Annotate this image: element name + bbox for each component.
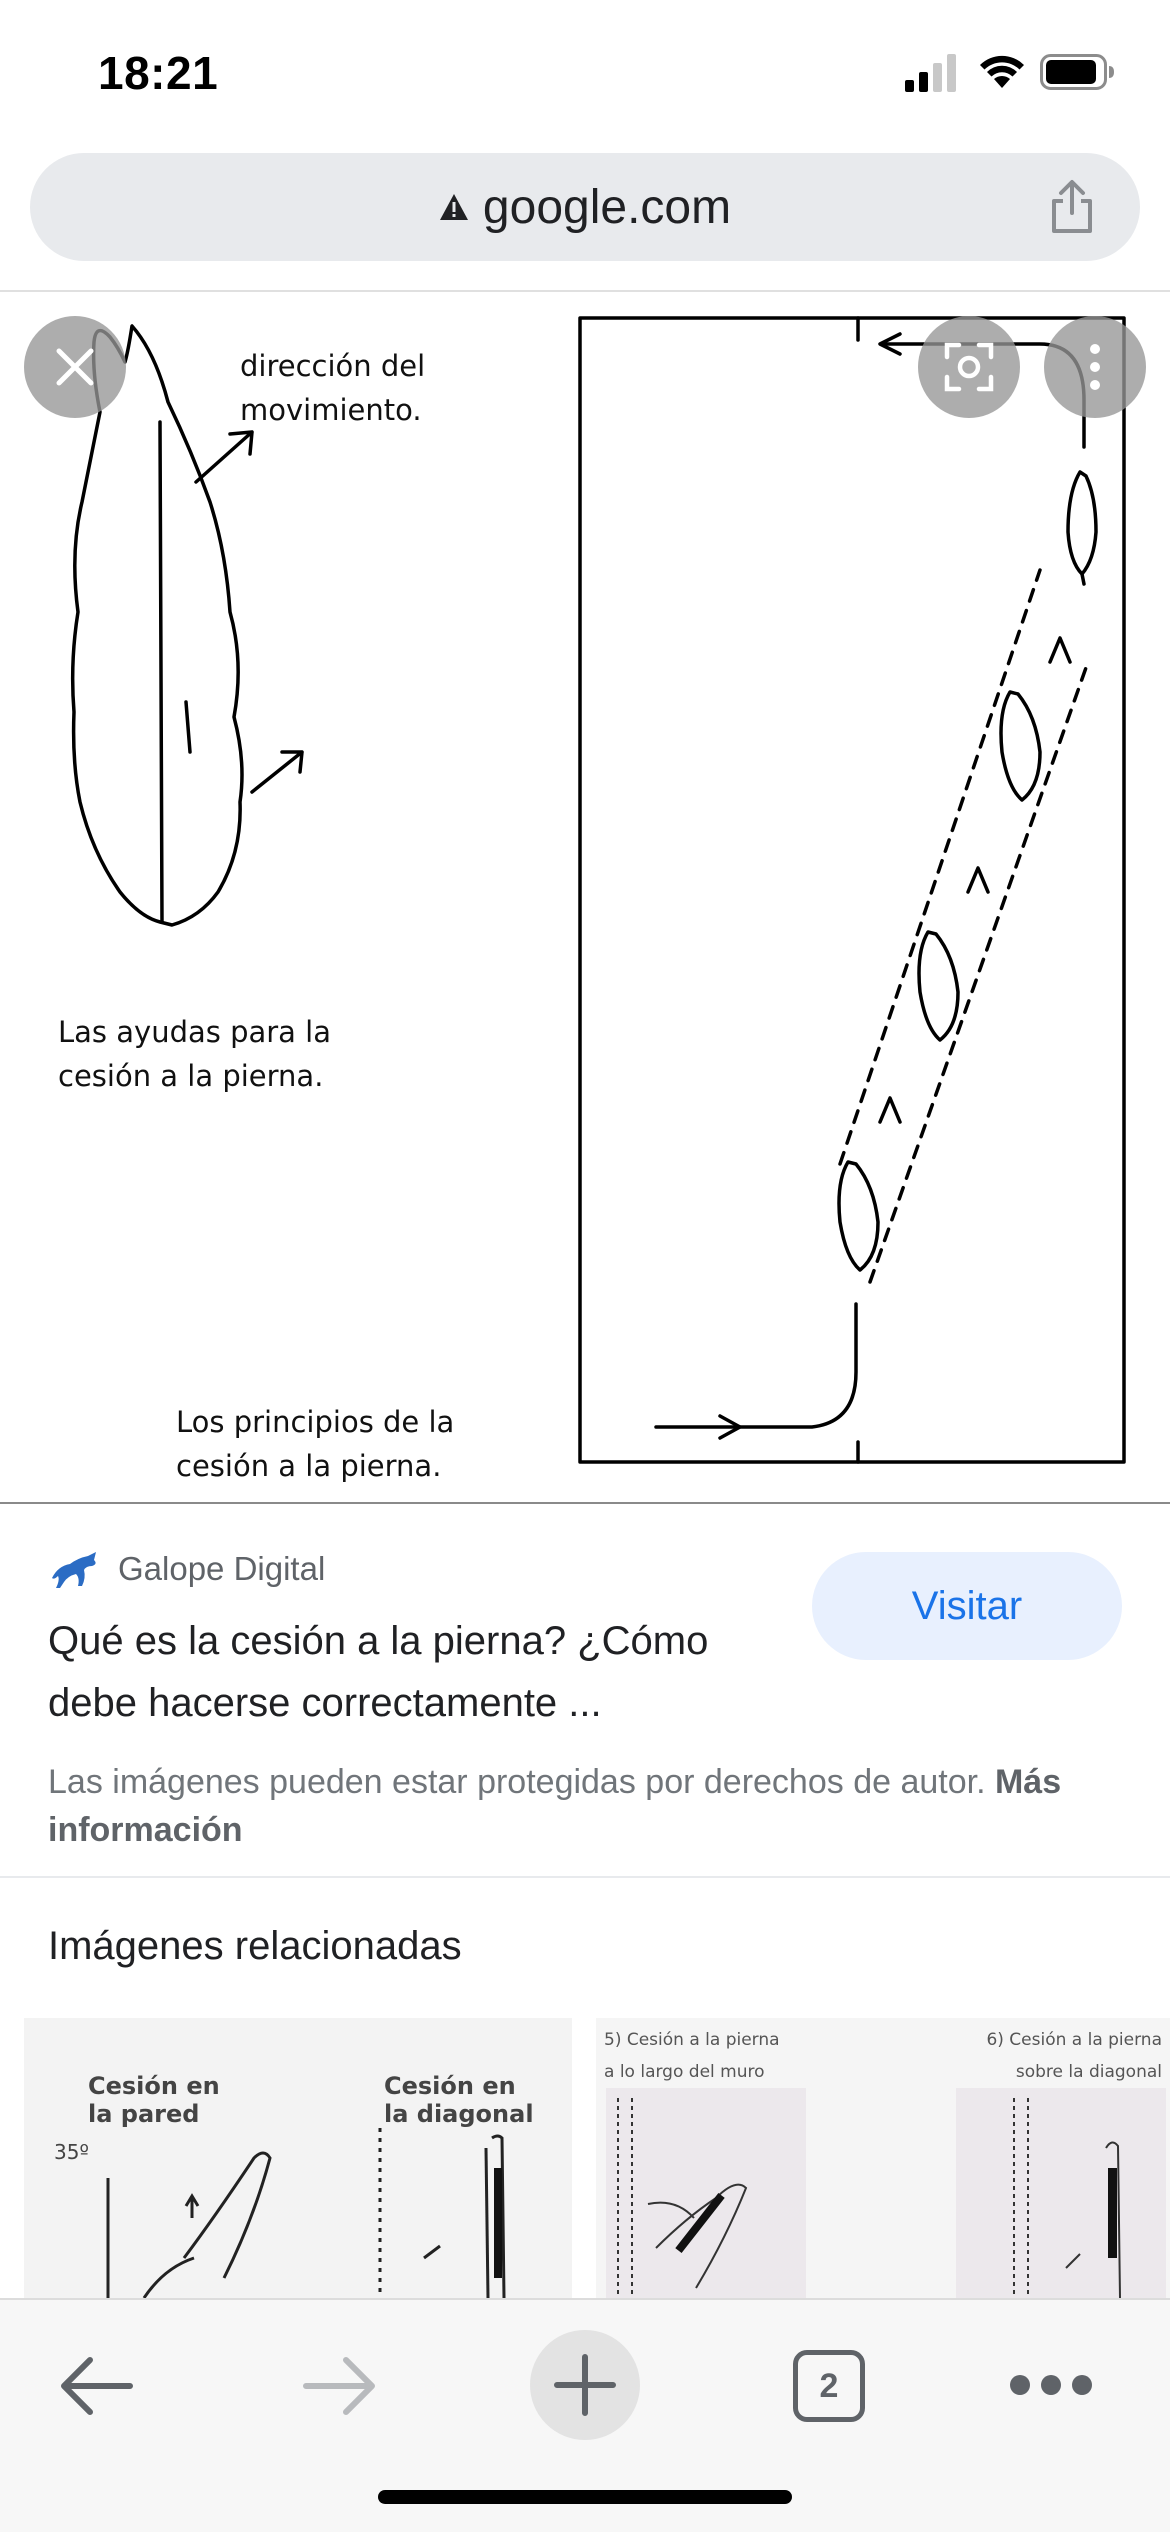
related-images-heading: Imágenes relacionadas [48, 1924, 462, 1968]
copyright-text: Las imágenes pueden estar protegidas por derechos de autor. [48, 1763, 986, 1801]
related-image-thumbnail[interactable] [24, 2018, 572, 2298]
dot [1072, 2375, 1092, 2395]
tabs-icon[interactable]: 2 [793, 2350, 865, 2422]
caption-principles: Los principios de la cesión a la pierna. [176, 1405, 455, 1483]
battery-icon [1040, 54, 1116, 90]
share-icon[interactable] [1048, 179, 1096, 235]
related-image-thumbnail[interactable] [596, 2018, 1170, 2298]
image-viewer[interactable] [0, 292, 1170, 1502]
forward-arrow-icon[interactable] [300, 2352, 380, 2420]
more-vert-icon [1085, 341, 1105, 393]
lens-icon [943, 341, 995, 393]
caption-aids: Las ayudas para la cesión a la pierna. [58, 1015, 331, 1093]
thumbnail-label: 5) Cesión a la pierna a lo largo del muro [604, 2030, 780, 2082]
more-info-link[interactable]: Más información [48, 1763, 1062, 1849]
dot [1010, 2375, 1030, 2395]
status-bar [0, 0, 1170, 140]
related-image-illustration [24, 2018, 572, 2298]
divider [0, 1502, 1170, 1504]
thumbnail-label: 35º [54, 2140, 89, 2164]
warning-icon [439, 193, 469, 221]
thumbnail-label: 6) Cesión a la pierna sobre la diagonal [986, 2030, 1162, 2082]
source-row[interactable] [48, 1545, 325, 1593]
close-button[interactable] [24, 316, 126, 418]
address-bar[interactable] [30, 153, 1140, 261]
back-arrow-icon[interactable] [56, 2352, 136, 2420]
cellular-signal-icon [905, 52, 959, 92]
visit-button[interactable]: Visitar [812, 1552, 1122, 1660]
copyright-notice [48, 1758, 1108, 1854]
lens-button[interactable] [918, 316, 1020, 418]
thumbnail-label: Cesión en la pared [88, 2072, 220, 2128]
url-display[interactable] [30, 153, 1140, 261]
status-time: 18:21 [98, 47, 219, 99]
home-indicator[interactable] [378, 2490, 792, 2504]
dot [1041, 2375, 1061, 2395]
wifi-icon [978, 50, 1026, 90]
thumbnail-label: Cesión en la diagonal [384, 2072, 534, 2128]
new-tab-button[interactable] [530, 2330, 640, 2440]
horse-logo-icon [48, 1548, 100, 1590]
close-icon [53, 345, 97, 389]
caption-movement: dirección del movimiento. [240, 349, 426, 427]
result-title[interactable]: Qué es la cesión a la pierna? ¿Cómo debe hacerse correctamente ... [48, 1619, 709, 1725]
plus-icon [553, 2353, 617, 2417]
source-name: Galope Digital [118, 1550, 326, 1587]
divider [0, 1876, 1170, 1878]
leg-yield-diagram [0, 292, 1170, 1502]
more-options-button[interactable] [1044, 316, 1146, 418]
more-horiz-icon[interactable] [1010, 2370, 1092, 2400]
url-text: google.com [482, 180, 732, 234]
